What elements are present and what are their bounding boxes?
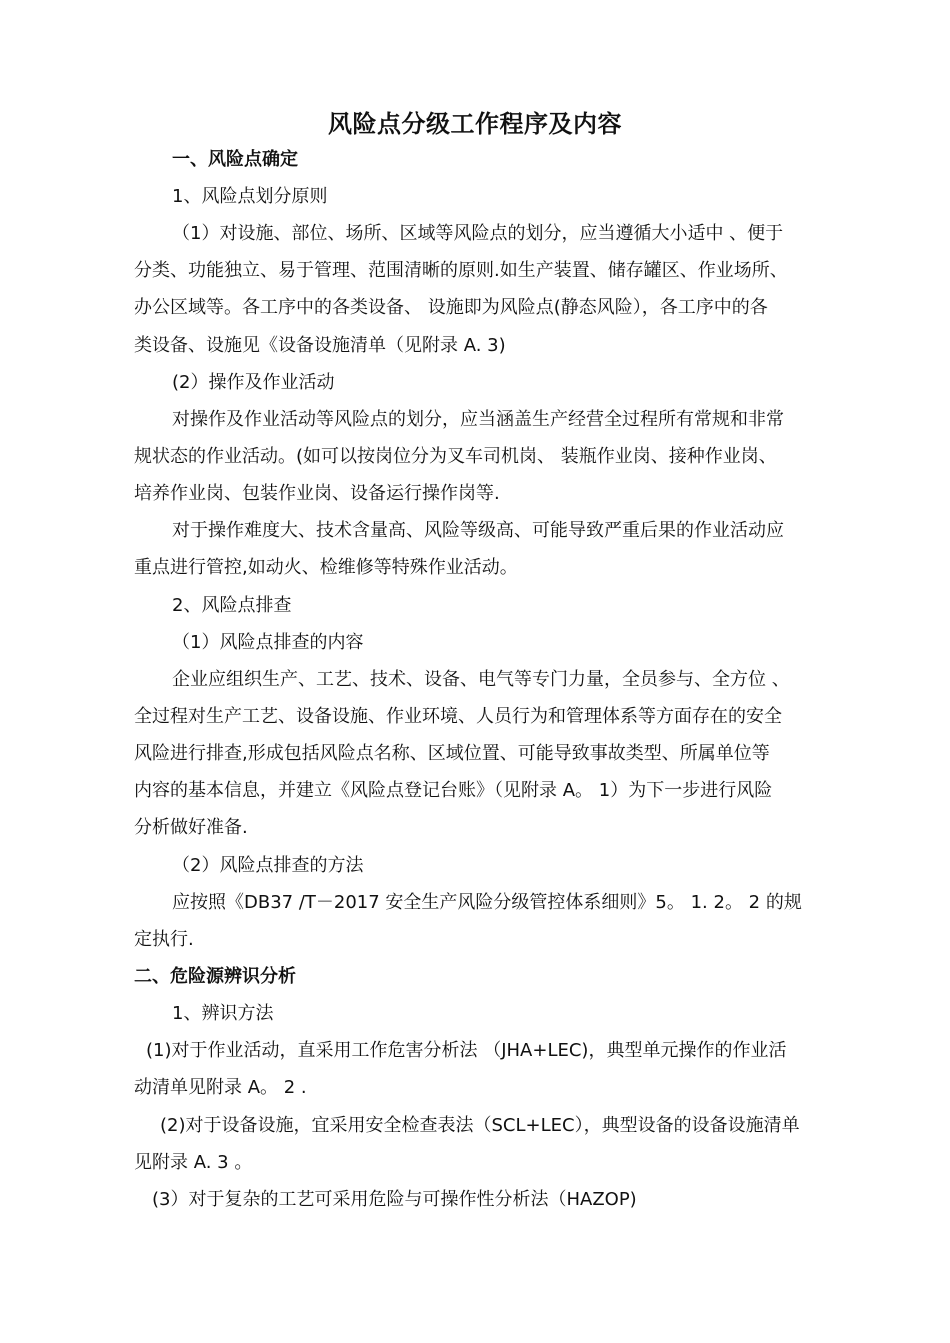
paragraph-line: 定执行. xyxy=(134,929,194,950)
paragraph-line: 对操作及作业活动等风险点的划分，应当涵盖生产经营全过程所有常规和非常 xyxy=(172,409,784,430)
item-heading: （2）风险点排查的方法 xyxy=(172,855,364,876)
paragraph-line: 分析做好准备. xyxy=(134,817,248,838)
paragraph-line: 分类、功能独立、易于管理、范围清晰的原则.如生产装置、储存罐区、作业场所、 xyxy=(134,260,788,281)
item-heading: (2）操作及作业活动 xyxy=(172,372,335,393)
subsection-heading: 1、风险点划分原则 xyxy=(172,186,328,207)
paragraph-line: 风险进行排查,形成包括风险点名称、区域位置、可能导致事故类型、所属单位等 xyxy=(134,743,770,764)
paragraph-line: (1)对于作业活动，直采用工作危害分析法 （JHA+LEC)，典型单元操作的作业活 xyxy=(146,1040,787,1061)
subsection-heading: 2、风险点排查 xyxy=(172,595,292,616)
paragraph-line: （1）对设施、部位、场所、区域等风险点的划分，应当遵循大小适中 、便于 xyxy=(172,223,784,244)
subsection-heading: 1、辨识方法 xyxy=(172,1003,274,1024)
paragraph-line: 应按照《DB37 /T－2017 安全生产风险分级管控体系细则》5。 1. 2。 2 的规 xyxy=(172,892,802,913)
paragraph-line: 类设备、设施见《设备设施清单（见附录 A. 3) xyxy=(134,335,506,356)
paragraph-line: 对于操作难度大、技术含量高、风险等级高、可能导致严重后果的作业活动应 xyxy=(172,520,784,541)
item-heading: （1）风险点排查的内容 xyxy=(172,632,364,653)
paragraph-line: 动清单见附录 A。 2 . xyxy=(134,1077,307,1098)
paragraph-line: 见附录 A. 3 。 xyxy=(134,1152,253,1173)
paragraph-line: 办公区域等。各工序中的各类设备、 设施即为风险点(静态风险），各工序中的各 xyxy=(134,297,768,318)
paragraph-line: 规状态的作业活动。(如可以按岗位分为叉车司机岗、 装瓶作业岗、接种作业岗、 xyxy=(134,446,777,467)
paragraph-line: 培养作业岗、包装作业岗、设备运行操作岗等. xyxy=(134,483,500,504)
section-heading-1: 一、风险点确定 xyxy=(172,149,298,170)
paragraph-line: 内容的基本信息，并建立《风险点登记台账》（见附录 A。 1）为下一步进行风险 xyxy=(134,780,773,801)
paragraph-line: 企业应组织生产、工艺、技术、设备、电气等专门力量，全员参与、全方位 、 xyxy=(172,669,790,690)
section-heading-2: 二、危险源辨识分析 xyxy=(134,966,296,987)
page-title: 风险点分级工作程序及内容 xyxy=(328,110,622,138)
paragraph-line: (3）对于复杂的工艺可采用危险与可操作性分析法（HAZOP) xyxy=(152,1189,637,1210)
paragraph-line: 全过程对生产工艺、设备设施、作业环境、人员行为和管理体系等方面存在的安全 xyxy=(134,706,782,727)
paragraph-line: (2)对于设备设施，宜采用安全检查表法（SCL+LEC），典型设备的设备设施清单 xyxy=(160,1115,800,1136)
paragraph-line: 重点进行管控,如动火、检维修等特殊作业活动。 xyxy=(134,557,518,578)
